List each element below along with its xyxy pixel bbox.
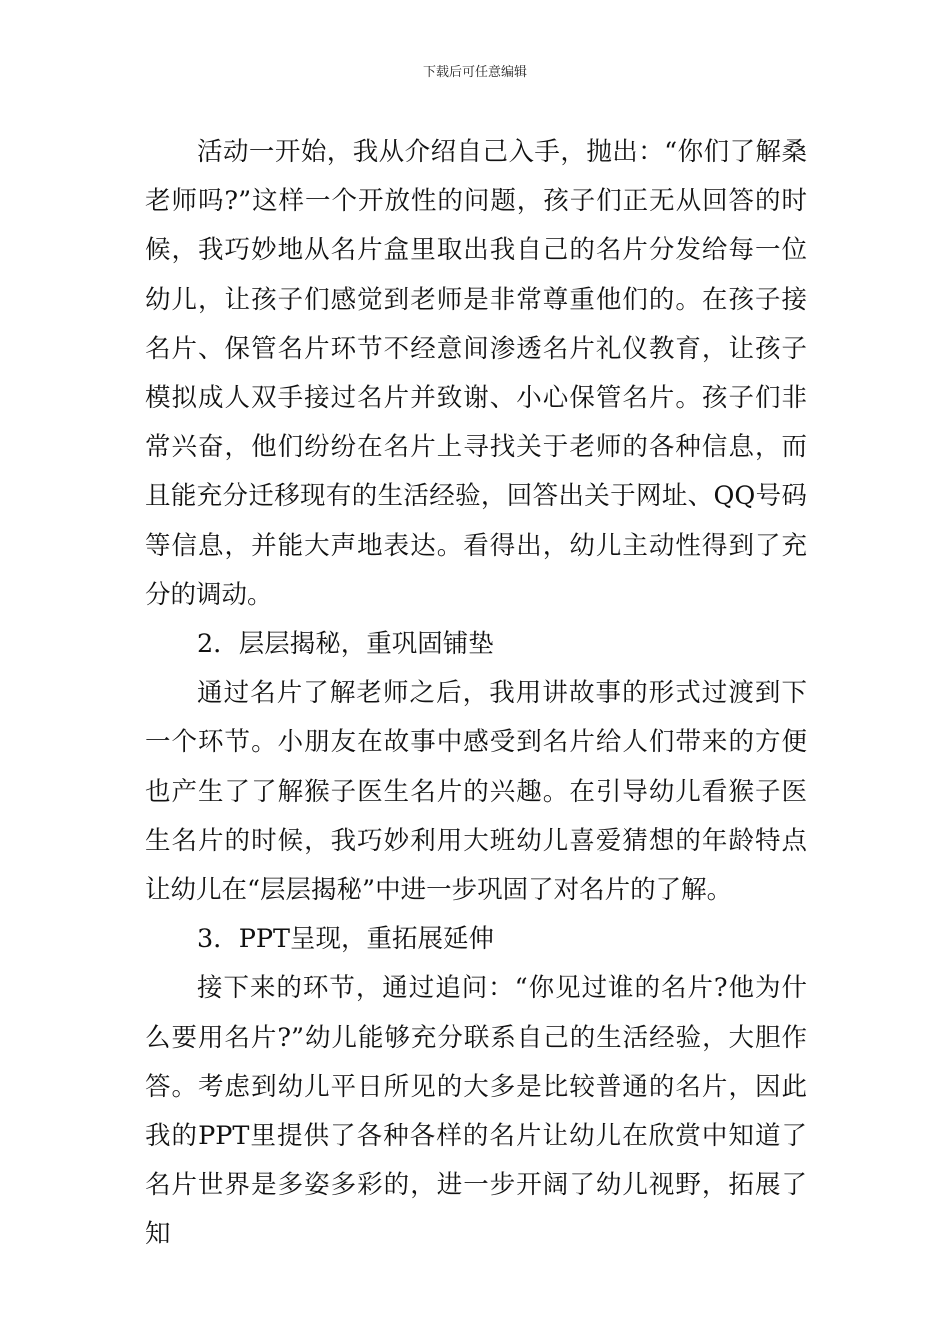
paragraph-monkey-doctor: 通过名片了解老师之后，我用讲故事的形式过渡到下一个环节。小朋友在故事中感受到名片给人们带来的方便也产生了了解猴子医生名片的兴趣。在引导幼儿看猴子医生名片的时候，我巧妙利用大班幼儿喜爱猜想的年龄特点让幼儿在“层层揭秘”中进一步巩固了对名片的了解。 <box>145 678 807 906</box>
document-body <box>145 128 807 1260</box>
section-heading-2: 2．层层揭秘，重巩固铺垫 <box>197 629 494 660</box>
section-heading-3: 3．PPT呈现，重拓展延伸 <box>197 924 495 955</box>
paragraph-ppt-extension: 接下来的环节，通过追问：“你见过谁的名片?他为什么要用名片?”幼儿能够充分联系自己的生活经验，大胆作答。考虑到幼儿平日所见的大多是比较普通的名片，因此我的PPT里提供了各种各样的名片让幼儿在欣赏中知道了名片世界是多姿多彩的，进一步开阔了幼儿视野，拓展了知 <box>145 973 807 1250</box>
paragraph-intro-activity: 活动一开始，我从介绍自己入手，抛出：“你们了解桑老师吗?”这样一个开放性的问题，孩子们正无从回答的时候，我巧妙地从名片盒里取出我自己的名片分发给每一位幼儿，让孩子们感觉到老师是非常尊重他们的。在孩子接名片、保管名片环节不经意间渗透名片礼仪教育，让孩子模拟成人双手接过名片并致谢、小心保管名片。孩子们非常兴奋，他们纷纷在名片上寻找关于老师的各种信息，而且能充分迁移现有的生活经验，回答出关于网址、QQ号码等信息，并能大声地表达。看得出，幼儿主动性得到了充分的调动。 <box>145 137 807 610</box>
page-header: 下载后可任意编辑 <box>422 65 527 80</box>
